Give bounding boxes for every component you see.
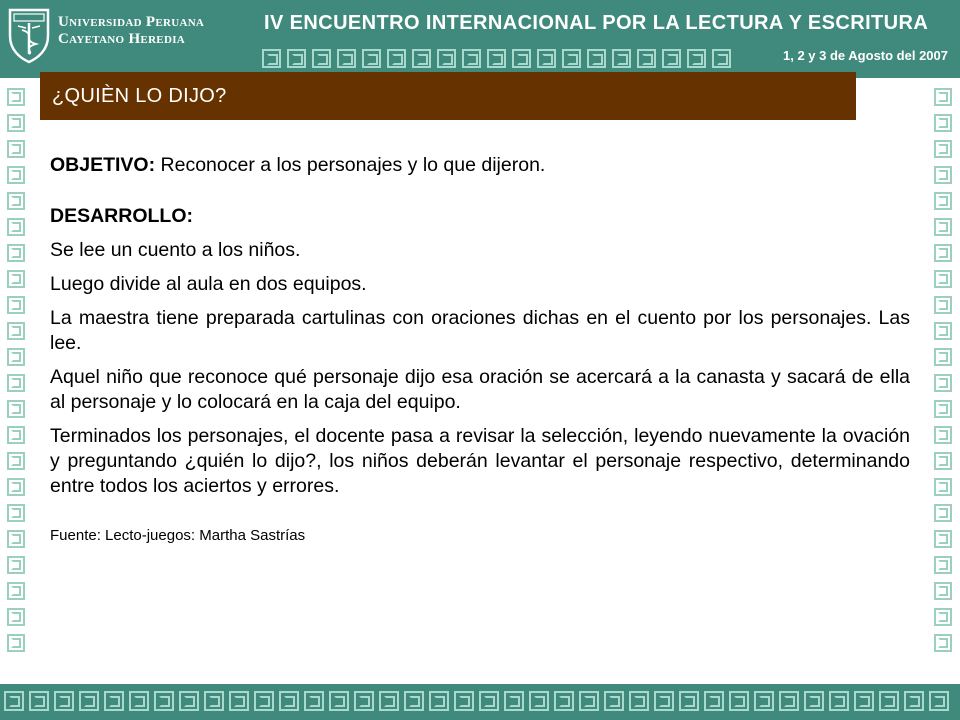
greek-key-tile <box>54 691 74 711</box>
greek-key-tile <box>662 49 681 68</box>
greek-key-tile <box>7 348 25 366</box>
greek-key-tile <box>454 691 474 711</box>
greek-key-tile <box>7 400 25 418</box>
greek-key-tile <box>934 478 952 496</box>
greek-key-tile <box>612 49 631 68</box>
greek-key-tile <box>934 322 952 340</box>
greek-key-tile <box>934 452 952 470</box>
footer-greek-pattern <box>4 691 954 711</box>
footer-band <box>0 684 960 720</box>
greek-key-tile <box>704 691 724 711</box>
greek-key-tile <box>934 114 952 132</box>
development-paragraph: Se lee un cuento a los niños. <box>50 239 301 261</box>
greek-key-tile <box>934 140 952 158</box>
greek-key-tile <box>934 88 952 106</box>
greek-key-tile <box>854 691 874 711</box>
greek-key-tile <box>279 691 299 711</box>
development-paragraph: La maestra tiene preparada cartulinas con oraciones dichas en el cuento por los personajes. Las lee. <box>50 307 910 354</box>
greek-key-tile <box>7 140 25 158</box>
greek-key-tile <box>7 270 25 288</box>
greek-key-tile <box>879 691 899 711</box>
greek-key-tile <box>404 691 424 711</box>
greek-key-tile <box>379 691 399 711</box>
greek-key-tile <box>312 49 331 68</box>
greek-key-tile <box>537 49 556 68</box>
greek-key-tile <box>7 582 25 600</box>
greek-key-tile <box>779 691 799 711</box>
greek-key-tile <box>479 691 499 711</box>
greek-key-tile <box>154 691 174 711</box>
university-name-line1: Universidad Peruana <box>58 14 205 30</box>
greek-key-tile <box>412 49 431 68</box>
greek-key-tile <box>934 400 952 418</box>
greek-key-tile <box>7 504 25 522</box>
greek-key-tile <box>7 218 25 236</box>
greek-key-tile <box>604 691 624 711</box>
greek-key-tile <box>7 478 25 496</box>
objective-label: OBJETIVO: <box>50 154 156 176</box>
greek-key-tile <box>7 192 25 210</box>
event-date: 1, 2 y 3 de Agosto del 2007 <box>783 48 948 63</box>
development-heading: DESARROLLO: <box>50 205 193 227</box>
greek-key-tile <box>79 691 99 711</box>
header-banner <box>0 0 960 78</box>
greek-key-tile <box>4 691 24 711</box>
greek-key-tile <box>7 88 25 106</box>
university-name <box>58 14 204 48</box>
university-crest-icon <box>6 6 52 64</box>
greek-key-tile <box>729 691 749 711</box>
greek-key-tile <box>637 49 656 68</box>
greek-key-tile <box>904 691 924 711</box>
greek-key-tile <box>687 49 706 68</box>
greek-key-tile <box>7 556 25 574</box>
greek-key-tile <box>304 691 324 711</box>
greek-key-tile <box>934 270 952 288</box>
greek-key-tile <box>579 691 599 711</box>
greek-key-tile <box>934 608 952 626</box>
slide-title: ¿QUIÈN LO DIJO? <box>52 85 227 107</box>
greek-key-tile <box>262 49 281 68</box>
greek-key-tile <box>462 49 481 68</box>
greek-key-tile <box>7 296 25 314</box>
development-paragraph: Terminados los personajes, el docente pasa a revisar la selección, leyendo nuevamente la ovación y preguntando ¿quién lo dijo?, los niños deberán levantar el personaje respectivo, determinando entre todos los aciertos y errores. <box>50 425 910 497</box>
greek-key-tile <box>934 244 952 262</box>
greek-key-tile <box>204 691 224 711</box>
source-citation: Fuente: Lecto-juegos: Martha Sastrías <box>50 527 306 544</box>
greek-key-tile <box>7 166 25 184</box>
greek-key-tile <box>829 691 849 711</box>
greek-key-tile <box>329 691 349 711</box>
greek-key-tile <box>629 691 649 711</box>
greek-key-tile <box>934 348 952 366</box>
greek-key-tile <box>929 691 949 711</box>
objective-line <box>50 153 910 178</box>
left-greek-border <box>7 88 25 660</box>
greek-key-tile <box>934 374 952 392</box>
greek-key-tile <box>104 691 124 711</box>
greek-key-tile <box>129 691 149 711</box>
greek-key-tile <box>7 322 25 340</box>
greek-key-tile <box>934 556 952 574</box>
greek-key-tile <box>679 691 699 711</box>
greek-key-tile <box>654 691 674 711</box>
greek-key-tile <box>934 166 952 184</box>
university-name-line2: Cayetano Heredia <box>58 31 186 47</box>
development-paragraph: Aquel niño que reconoce qué personaje dijo esa oración se acercará a la canasta y sacará de ella al personaje y lo colocará en la caja del equipo. <box>50 366 910 413</box>
greek-key-tile <box>7 608 25 626</box>
greek-key-tile <box>7 452 25 470</box>
greek-key-tile <box>387 49 406 68</box>
greek-key-tile <box>354 691 374 711</box>
greek-key-tile <box>934 634 952 652</box>
greek-key-tile <box>229 691 249 711</box>
greek-key-tile <box>429 691 449 711</box>
header-greek-pattern <box>262 49 737 68</box>
development-paragraph: Luego divide al aula en dos equipos. <box>50 273 367 295</box>
greek-key-tile <box>804 691 824 711</box>
greek-key-tile <box>504 691 524 711</box>
greek-key-tile <box>362 49 381 68</box>
greek-key-tile <box>934 426 952 444</box>
greek-key-tile <box>934 530 952 548</box>
greek-key-tile <box>934 192 952 210</box>
greek-key-tile <box>337 49 356 68</box>
slide-title-bar <box>40 72 856 120</box>
greek-key-tile <box>7 114 25 132</box>
objective-text: Reconocer a los personajes y lo que dijeron. <box>155 154 546 176</box>
greek-key-tile <box>7 374 25 392</box>
greek-key-tile <box>934 218 952 236</box>
greek-key-tile <box>754 691 774 711</box>
greek-key-tile <box>7 634 25 652</box>
greek-key-tile <box>554 691 574 711</box>
greek-key-tile <box>934 582 952 600</box>
greek-key-tile <box>7 244 25 262</box>
greek-key-tile <box>712 49 731 68</box>
greek-key-tile <box>29 691 49 711</box>
right-greek-border <box>934 88 952 660</box>
event-title: IV ENCUENTRO INTERNACIONAL POR LA LECTURA Y ESCRITURA <box>264 12 929 34</box>
greek-key-tile <box>934 296 952 314</box>
greek-key-tile <box>254 691 274 711</box>
greek-key-tile <box>287 49 306 68</box>
greek-key-tile <box>7 426 25 444</box>
greek-key-tile <box>587 49 606 68</box>
greek-key-tile <box>179 691 199 711</box>
greek-key-tile <box>7 530 25 548</box>
greek-key-tile <box>934 504 952 522</box>
greek-key-tile <box>512 49 531 68</box>
greek-key-tile <box>562 49 581 68</box>
greek-key-tile <box>529 691 549 711</box>
greek-key-tile <box>437 49 456 68</box>
slide-body <box>50 153 910 545</box>
greek-key-tile <box>487 49 506 68</box>
